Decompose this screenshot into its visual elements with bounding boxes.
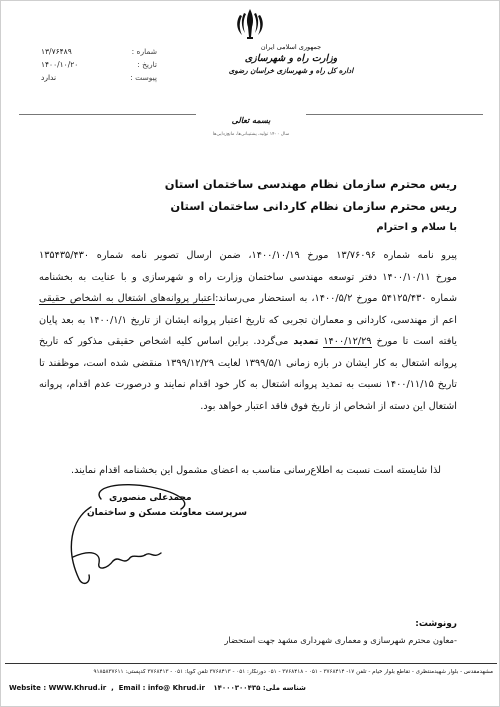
footer-divider: [5, 663, 497, 664]
body-text: شماره ۵۴۱۲۵/۴۳۰ مورخ ۱۴۰۰/۵/۲، به استحضار می‌رساند:: [215, 293, 457, 304]
footer-contacts: Website : WWW.Khrud.ir , Email : info@ Khrud.ir شناسه ملی: ۱۴۰۰۰۳۰۰۴۳۵: [9, 684, 306, 692]
date-value: ۱۴۰۰/۱۰/۲۰: [41, 60, 79, 69]
email-label: Email :: [118, 684, 146, 692]
signatory-name: محمدعلی منصوری: [109, 493, 192, 503]
body-line: پیرو نامه شماره ۱۳/۷۶۰۹۶ مورخ ۱۴۰۰/۱۰/۱۹، ضمن ارسال تصویر نامه شماره ۱۳۵۴۳۵/۴۳۰: [39, 250, 457, 261]
basmala: بسمه تعالی: [196, 113, 306, 127]
body-line: [39, 288, 457, 310]
copies-heading: رونوشت:: [415, 619, 457, 629]
body-line: اعم از مهندسی، کاردانی و معماران تجربی که تاریخ اعتبار پروانه ایشان از تاریخ ۱۴۰۰/۱/۱ به بعد پایان: [39, 314, 457, 326]
attachment-value: ندارد: [41, 73, 57, 82]
number-value: ۱۳/۷۶۴۸۹: [41, 47, 72, 56]
body-line: تاریخ ۱۴۰۰/۱۱/۱۵ نسبت به تمدید پروانه اشتغال به کار خود اقدام نمایند و درصورت عدم اقدام، پروانه: [39, 379, 457, 390]
closing-sentence: لذا شایسته است نسبت به اطلاع‌رسانی مناسب به اعضای مشمول این بخشنامه اقدام نمایند.: [71, 465, 441, 476]
meta-date: [37, 58, 157, 71]
greeting: با سلام و احترام: [376, 222, 457, 233]
footer-address: مشهدمقدس - بلوار شهیدمنتظری - تقاطع بلوار خیام - تلفن ۱۷- ۳۷۶۸۴۱۴ - ۰۵۱ - ۳۷۶۸۴۱۸ - ۰۵۱ دورنگار: ۰۵۱ - ۳۷۶۸۴۱۳ تلفن گویا: ۰۵۱ - ۳۷۶۸۴۱۳ کدپستی: ۹۱۸۵۸۳۷۶۱۱: [93, 669, 493, 675]
year-slogan: سال ۱۴۰۰ تولید، پشتیبانی‌ها، مانع‌زدایی‌ها: [212, 132, 290, 137]
extension-date: ۱۴۰۰/۱۲/۲۹: [323, 336, 372, 347]
department-line: اداره کل راه و شهرسازی خراسان رضوی: [228, 66, 354, 75]
ministry-line: وزارت راه و شهرسازی: [244, 53, 338, 64]
recipient-2: ریس محترم سازمان نظام کاردانی ساختمان استان: [170, 199, 457, 213]
attachment-label: پیوست :: [130, 73, 157, 82]
country-line: جمهوری اسلامی ایران: [260, 43, 322, 51]
copy-recipient: -معاون محترم شهرسازی و معماری شهرداری مشهد جهت استحضار: [224, 635, 457, 645]
body-line: مورخ ۱۴۰۰/۱۰/۱۱ دفتر توسعه مهندسی ساختمان وزارت راه و شهرسازی و با عنایت به بخشنامه: [39, 271, 457, 283]
date-label: تاریخ :: [137, 60, 157, 69]
letter-body: [39, 245, 457, 417]
meta-attachment: [37, 71, 157, 84]
website-link[interactable]: WWW.Khrud.ir: [48, 684, 107, 692]
org-header: [206, 41, 376, 77]
recipient-1: ریس محترم سازمان نظام مهندسی ساختمان استان: [164, 177, 457, 191]
national-id: شناسه ملی: ۱۴۰۰۰۳۰۰۴۳۵: [213, 684, 306, 692]
body-text: می‌گردد. براین اساس کلیه اشخاص حقیقی مذکور که تاریخ: [39, 336, 289, 347]
recipients: [127, 173, 457, 217]
iran-emblem-icon: [230, 7, 270, 43]
body-line: [39, 331, 457, 353]
body-text: یافته است تا مورخ: [376, 336, 457, 347]
signatory-title: سرپرست معاونت مسکن و ساختمان: [87, 508, 248, 518]
body-line: اشتغال این دسته از اشخاص از تاریخ فوق فاقد اعتبار خواهد بود.: [200, 400, 457, 412]
extension-word: تمدید: [293, 336, 319, 347]
website-label: Website :: [9, 684, 47, 692]
meta-number: [37, 45, 157, 58]
email-link[interactable]: info@ Khrud.ir: [147, 684, 205, 692]
number-label: شماره :: [131, 47, 157, 56]
body-line: پروانه اشتغال به کار ایشان در بازه زمانی ۱۳۹۹/۵/۱ لغایت ۱۳۹۹/۱۲/۲۹ منقضی شده است، موظفند تا: [39, 357, 457, 369]
letter-meta: [37, 45, 157, 84]
underlined-text: اعتبار پروانه‌های اشتغال به اشخاص حقیقی: [39, 293, 216, 304]
